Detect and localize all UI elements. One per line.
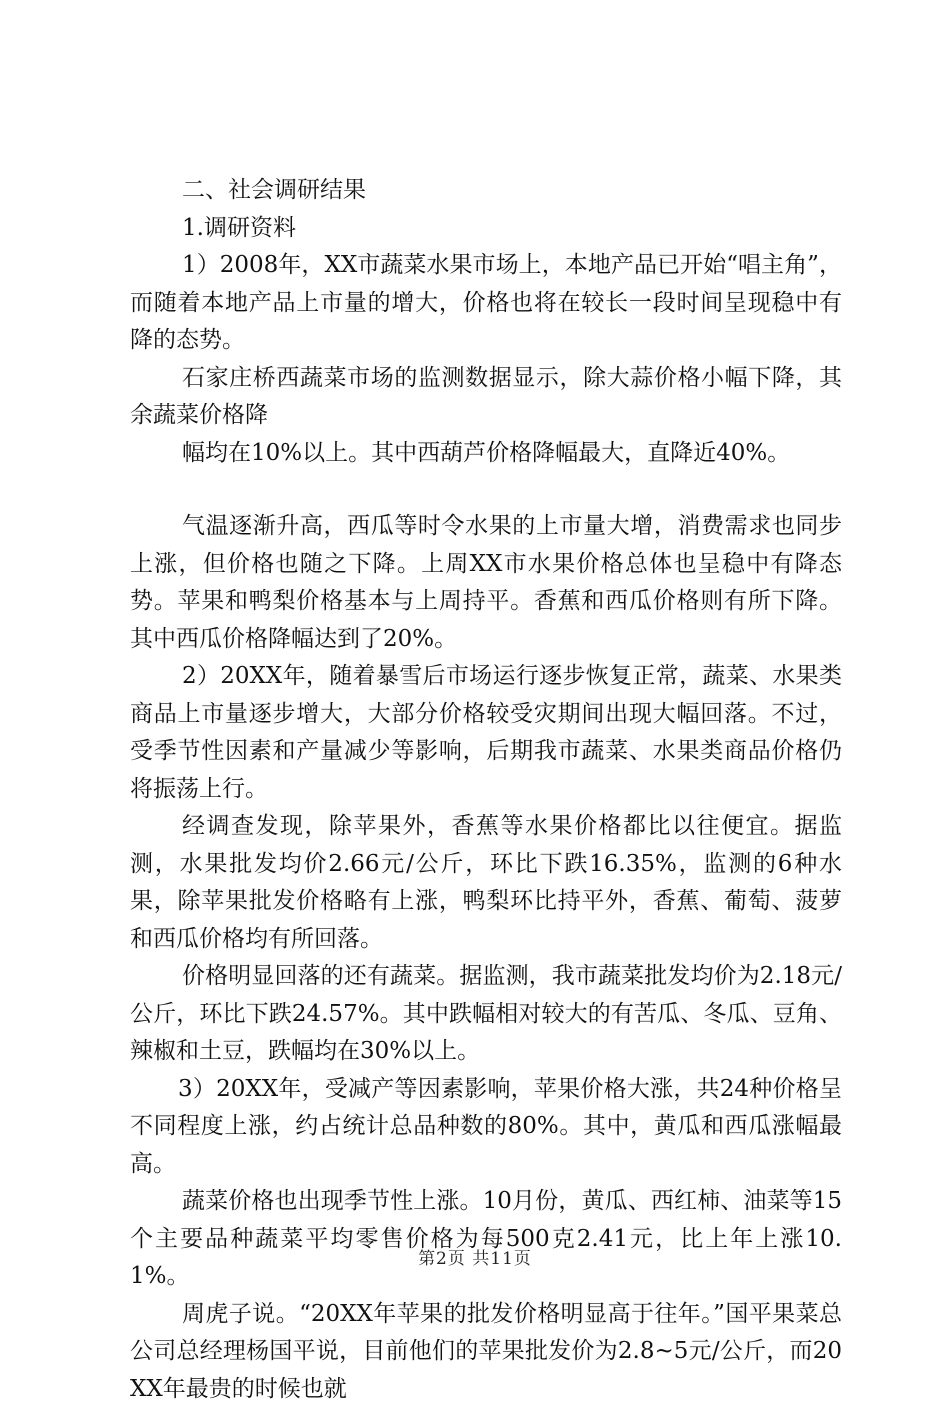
subsection-heading: 1.调研资料 bbox=[130, 210, 842, 248]
paragraph-2008-market: 1）2008年，XX市蔬菜水果市场上，本地产品已开始“唱主角”，而随着本地产品上市量的增大，价格也将在较长一段时间呈现稳中有降的态势。 bbox=[130, 247, 842, 360]
paragraph-seasonal-rise: 蔬菜价格也出现季节性上涨。10月份，黄瓜、西红柿、油菜等15个主要品种蔬菜平均零售价格为每500克2.41元，比上年上涨10.1%。 bbox=[130, 1183, 842, 1296]
paragraph-vegetable-wholesale: 价格明显回落的还有蔬菜。据监测，我市蔬菜批发均价为2.18元/公斤，环比下跌24.57%。其中跌幅相对较大的有苦瓜、冬瓜、豆角、辣椒和土豆，跌幅均在30%以上。 bbox=[130, 958, 842, 1071]
paragraph-fruit-wholesale: 经调查发现，除苹果外，香蕉等水果价格都比以往便宜。据监测，水果批发均价2.66元/公斤，环比下跌16.35%，监测的6种水果，除苹果批发价格略有上涨，鸭梨环比持平外，香蕉、葡萄、菠萝和西瓜价格均有所回落。 bbox=[130, 808, 842, 958]
paragraph-decline-rate: 幅均在10%以上。其中西葫芦价格降幅最大，直降近40%。 bbox=[130, 435, 842, 473]
paragraph-quote: 周虎子说。“20XX年苹果的批发价格明显高于往年。”国平果菜总公司总经理杨国平说，目前他们的苹果批发价为2.8~5元/公斤，而20XX年最贵的时候也就 bbox=[130, 1296, 842, 1408]
paragraph-gap bbox=[130, 472, 842, 508]
paragraph-apple-price-rise: 3）20XX年，受减产等因素影响，苹果价格大涨，共24种价格呈不同程度上涨，约占统计总品种数的80%。其中，黄瓜和西瓜涨幅最高。 bbox=[130, 1071, 842, 1184]
page-footer: 第2页 共11页 bbox=[0, 1244, 950, 1269]
paragraph-fruit-prices: 气温逐渐升高，西瓜等时令水果的上市量大增，消费需求也同步上涨，但价格也随之下降。上周XX市水果价格总体也呈稳中有降态势。苹果和鸭梨价格基本与上周持平。香蕉和西瓜价格则有所下降。其中西瓜价格降幅达到了20%。 bbox=[130, 508, 842, 658]
document-body bbox=[130, 172, 842, 1408]
paragraph-qiaoxi-market: 石家庄桥西蔬菜市场的监测数据显示，除大蒜价格小幅下降，其余蔬菜价格降 bbox=[130, 360, 842, 435]
section-heading: 二、社会调研结果 bbox=[130, 172, 842, 210]
paragraph-snowstorm-recovery: 2）20XX年，随着暴雪后市场运行逐步恢复正常，蔬菜、水果类商品上市量逐步增大，大部分价格较受灾期间出现大幅回落。不过，受季节性因素和产量减少等影响，后期我市蔬菜、水果类商品价格仍将振荡上行。 bbox=[130, 658, 842, 808]
